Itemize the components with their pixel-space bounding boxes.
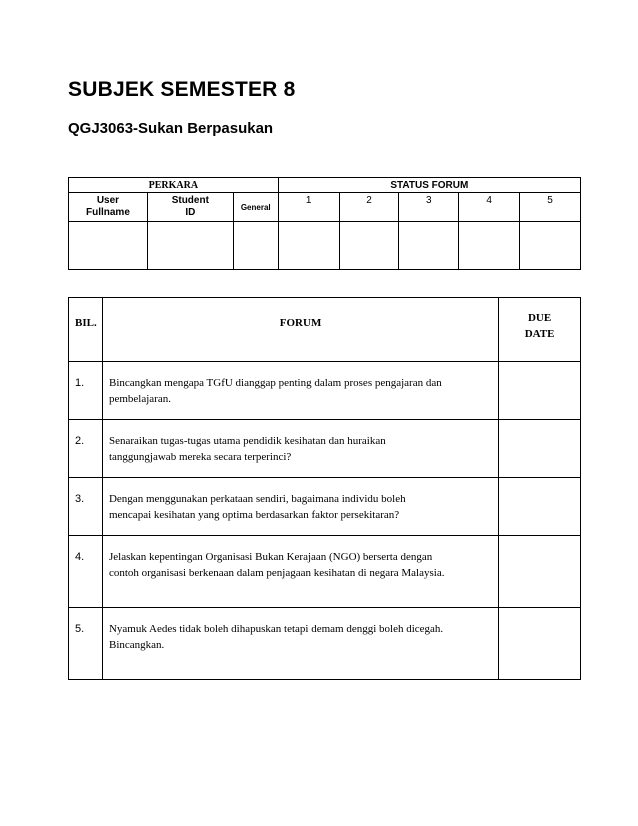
status-number-3: 3 xyxy=(399,193,459,222)
row-number: 3. xyxy=(69,478,103,536)
page-title: SUBJEK SEMESTER 8 xyxy=(68,78,296,101)
status-number-2: 2 xyxy=(339,193,399,222)
student-id-header xyxy=(147,193,233,222)
question-line: Bincangkan. xyxy=(108,639,165,651)
student-id-line-1: Student xyxy=(171,195,209,206)
row-number: 5. xyxy=(69,608,103,680)
row-number: 4. xyxy=(69,536,103,608)
forum-question xyxy=(102,608,498,680)
status-forum-header: STATUS FORUM xyxy=(278,178,580,193)
course-subtitle: QGJ3063-Sukan Berpasukan xyxy=(68,120,274,137)
question-line: tanggungjawab mereka secara terperinci? xyxy=(108,451,292,463)
status-cell-1[interactable] xyxy=(278,222,339,270)
user-fullname-header xyxy=(69,193,148,222)
question-line: Jelaskan kepentingan Organisasi Bukan Kerajaan (NGO) berserta dengan xyxy=(108,551,433,563)
row-number: 1. xyxy=(69,362,103,420)
status-number-4: 4 xyxy=(459,193,520,222)
bil-header: BIL. xyxy=(69,298,103,362)
status-number-1: 1 xyxy=(278,193,339,222)
due-date-cell[interactable] xyxy=(499,536,581,608)
student-id-line-2: ID xyxy=(185,207,196,218)
due-date-header xyxy=(499,298,581,362)
due-date-line-2: DATE xyxy=(524,328,555,340)
status-cell-2[interactable] xyxy=(339,222,399,270)
forum-question xyxy=(102,478,498,536)
table-row xyxy=(69,478,581,536)
user-fullname-line-2: Fullname xyxy=(85,207,130,218)
user-fullname-cell[interactable] xyxy=(69,222,148,270)
perkara-header: PERKARA xyxy=(69,178,279,193)
due-date-cell[interactable] xyxy=(499,420,581,478)
forum-question xyxy=(102,536,498,608)
forum-header: FORUM xyxy=(102,298,498,362)
status-cell-3[interactable] xyxy=(399,222,459,270)
question-line: contoh organisasi berkenaan dalam penjagaan kesihatan di negara Malaysia. xyxy=(108,567,445,579)
due-date-cell[interactable] xyxy=(499,362,581,420)
row-number: 2. xyxy=(69,420,103,478)
due-date-cell[interactable] xyxy=(499,608,581,680)
status-cell-5[interactable] xyxy=(520,222,581,270)
table-row xyxy=(69,536,581,608)
question-line: Dengan menggunakan perkataan sendiri, bagaimana individu boleh xyxy=(108,493,406,505)
question-line: mencapai kesihatan yang optima berdasarkan faktor persekitaran? xyxy=(108,509,400,521)
due-date-line-1: DUE xyxy=(527,312,552,324)
question-line: Senaraikan tugas-tugas utama pendidik kesihatan dan huraikan xyxy=(108,435,386,447)
table-row xyxy=(69,362,581,420)
table-row xyxy=(69,608,581,680)
forum-table xyxy=(68,297,581,680)
forum-question xyxy=(102,362,498,420)
general-cell[interactable] xyxy=(233,222,278,270)
due-date-cell[interactable] xyxy=(499,478,581,536)
general-header: General xyxy=(233,193,278,222)
question-line: Nyamuk Aedes tidak boleh dihapuskan tetapi demam denggi boleh dicegah. xyxy=(108,623,444,635)
status-number-5: 5 xyxy=(520,193,581,222)
question-line: pembelajaran. xyxy=(108,393,171,405)
user-fullname-line-1: User xyxy=(96,195,120,206)
student-id-cell[interactable] xyxy=(147,222,233,270)
question-line: Bincangkan mengapa TGfU dianggap penting dalam proses pengajaran dan xyxy=(108,377,442,389)
status-forum-table xyxy=(68,177,581,270)
table-row xyxy=(69,420,581,478)
status-cell-4[interactable] xyxy=(459,222,520,270)
forum-question xyxy=(102,420,498,478)
